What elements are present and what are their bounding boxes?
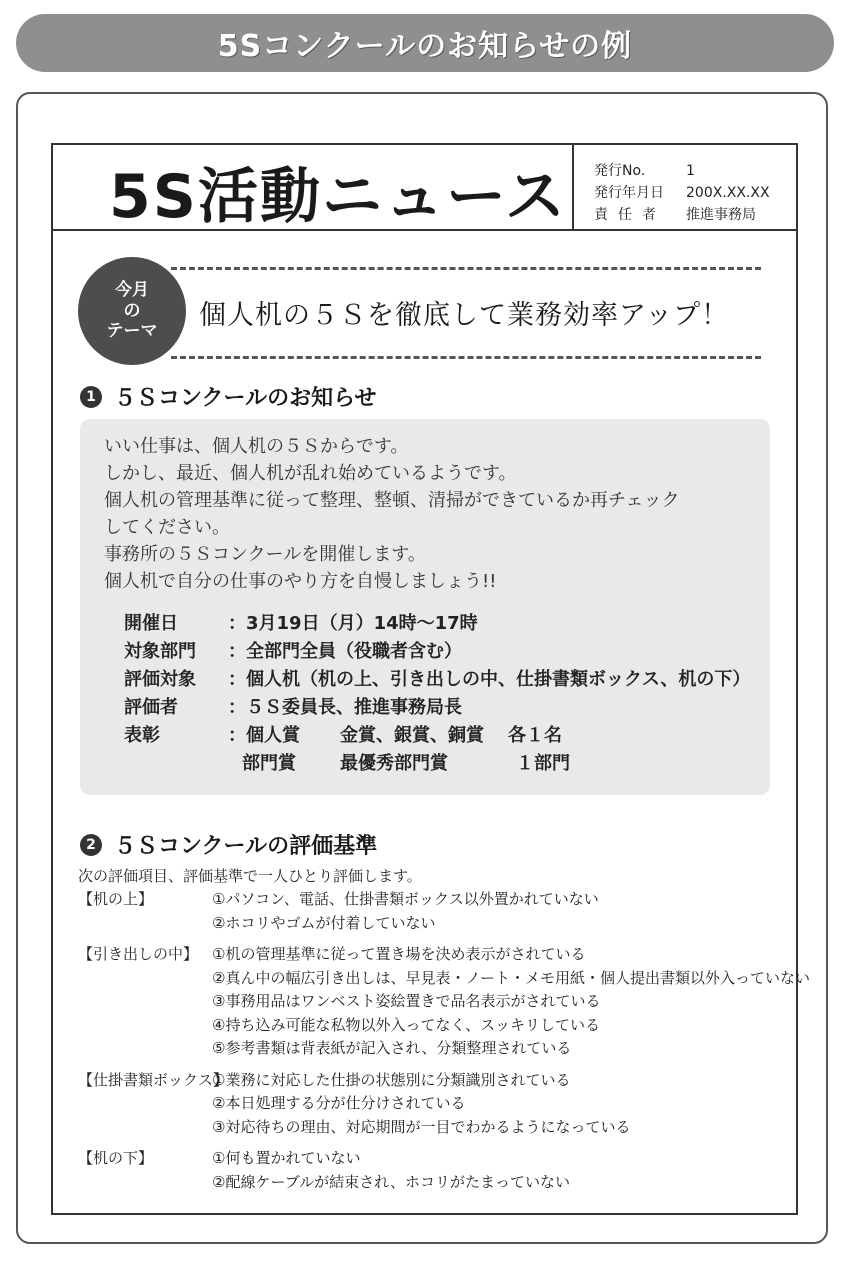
criteria-item: ①机の管理基準に従って置き場を決め表示がされている <box>212 945 586 963</box>
number-2-icon: 2 <box>80 834 102 856</box>
theme-headline: 個人机の５Ｓを徹底して業務効率アップ！ <box>199 300 730 331</box>
issue-label: 発行年月日 <box>594 185 664 201</box>
detail-label: 対象部門 <box>124 641 196 662</box>
criteria-item: ③事務用品はワンベスト姿絵置きで品名表示がされている <box>212 992 601 1010</box>
issue-date-row <box>594 182 770 202</box>
criteria-item: ①パソコン、電話、仕掛書類ボックス以外置かれていない <box>212 890 599 908</box>
intro-line: 事務所の５Ｓコンクールを開催します。 <box>104 544 426 565</box>
intro-line: いい仕事は、個人机の５Ｓからです。 <box>104 436 409 457</box>
award-kind: 部門賞 <box>242 753 296 774</box>
newsletter-title: 5S活動ニュース <box>109 162 567 232</box>
issue-number-row <box>594 160 695 180</box>
award-count: １部門 <box>516 753 570 774</box>
criteria-category: 【机の上】 <box>78 890 154 908</box>
criteria-category: 【机の下】 <box>78 1149 154 1167</box>
criteria-item: ②配線ケーブルが結束され、ホコリがたまっていない <box>212 1172 570 1191</box>
criteria-items <box>212 1147 778 1194</box>
criteria-item: ④持ち込み可能な私物以外入ってなく、スッキリしている <box>212 1015 600 1034</box>
detail-value: ：全部門全員（役職者含む） <box>228 641 462 662</box>
detail-label: 評価対象 <box>124 669 196 690</box>
criteria-group <box>78 943 811 1061</box>
criteria-item: ②ホコリやゴムが付着していない <box>212 913 436 932</box>
criteria-item: ②本日処理する分が仕分けされている <box>212 1094 466 1112</box>
theme-badge-line: の <box>123 300 141 321</box>
section-2-heading <box>80 829 377 860</box>
issue-value: 200X.XX.XX <box>686 185 770 201</box>
dashed-divider-bottom <box>171 356 761 359</box>
section-2-title: ５Ｓコンクールの評価基準 <box>114 834 378 859</box>
theme-badge-line: 今月 <box>115 280 149 301</box>
newsletter-sheet <box>51 143 811 1215</box>
criteria-category: 【仕掛書類ボックス】 <box>78 1070 228 1089</box>
criteria-item: ⑤参考書類は背表紙が記入され、分類整理されている <box>212 1039 572 1057</box>
masthead <box>53 145 796 231</box>
section-1-heading <box>80 381 376 412</box>
detail-value: ：個人机（机の上、引き出しの中、仕掛書類ボックス、机の下） <box>228 669 751 690</box>
issue-owner-row <box>594 204 756 224</box>
intro-line: 個人机で自分の仕事のやり方を自慢しましょう!! <box>104 571 497 592</box>
page-banner <box>16 14 834 72</box>
banner-title: 5Sコンクールのお知らせの例 <box>217 29 633 64</box>
issue-label: 責任者 <box>594 207 666 223</box>
criteria-item: ①何も置かれていない <box>212 1149 361 1167</box>
award-label: 表彰 <box>124 725 160 746</box>
criteria-items <box>212 888 778 935</box>
issue-info-box <box>572 145 796 229</box>
dashed-divider-top <box>171 267 761 270</box>
detail-value: ：3月19日（月）14時～17時 <box>228 613 478 634</box>
award-prize: 金賞、銀賞、銅賞 <box>340 725 484 746</box>
issue-value: 1 <box>686 163 695 179</box>
criteria-group <box>78 1147 778 1194</box>
intro-line: しかし、最近、個人机が乱れ始めているようです。 <box>104 463 517 484</box>
award-kind: ：個人賞 <box>228 725 300 746</box>
issue-value: 推進事務局 <box>686 207 756 223</box>
criteria-items <box>212 943 811 1061</box>
criteria-list <box>78 888 811 1202</box>
intro-line: してください。 <box>104 517 230 538</box>
detail-label: 開催日 <box>124 613 178 634</box>
number-1-icon: 1 <box>80 386 102 408</box>
award-count: 各１名 <box>508 725 562 746</box>
criteria-item: ②真ん中の幅広引き出しは、早見表・ノート・メモ用紙・個人提出書類以外入っていない <box>212 968 811 987</box>
theme-badge-line: テーマ <box>106 321 158 342</box>
issue-label: 発行No. <box>594 163 646 179</box>
intro-line: 個人机の管理基準に従って整理、整頓、清掃ができているか再チェック <box>104 490 680 511</box>
theme-badge <box>78 257 186 365</box>
criteria-items <box>212 1069 778 1140</box>
criteria-group <box>78 888 778 935</box>
notice-box <box>80 419 770 795</box>
notice-intro <box>104 433 679 595</box>
award-prize: 最優秀部門賞 <box>340 753 448 774</box>
detail-label: 評価者 <box>124 697 178 718</box>
criteria-group <box>78 1069 778 1140</box>
detail-value: ：５Ｓ委員長、推進事務局長 <box>228 697 462 718</box>
criteria-item: ①業務に対応した仕掛の状態別に分類識別されている <box>212 1070 571 1089</box>
section-1-title: ５Ｓコンクールのお知らせ <box>114 386 377 411</box>
criteria-category: 【引き出しの中】 <box>78 945 199 963</box>
criteria-intro: 次の評価項目、評価基準で一人ひとり評価します。 <box>78 867 422 885</box>
criteria-item: ③対応待ちの理由、対応期間が一目でわかるようになっている <box>212 1117 631 1136</box>
